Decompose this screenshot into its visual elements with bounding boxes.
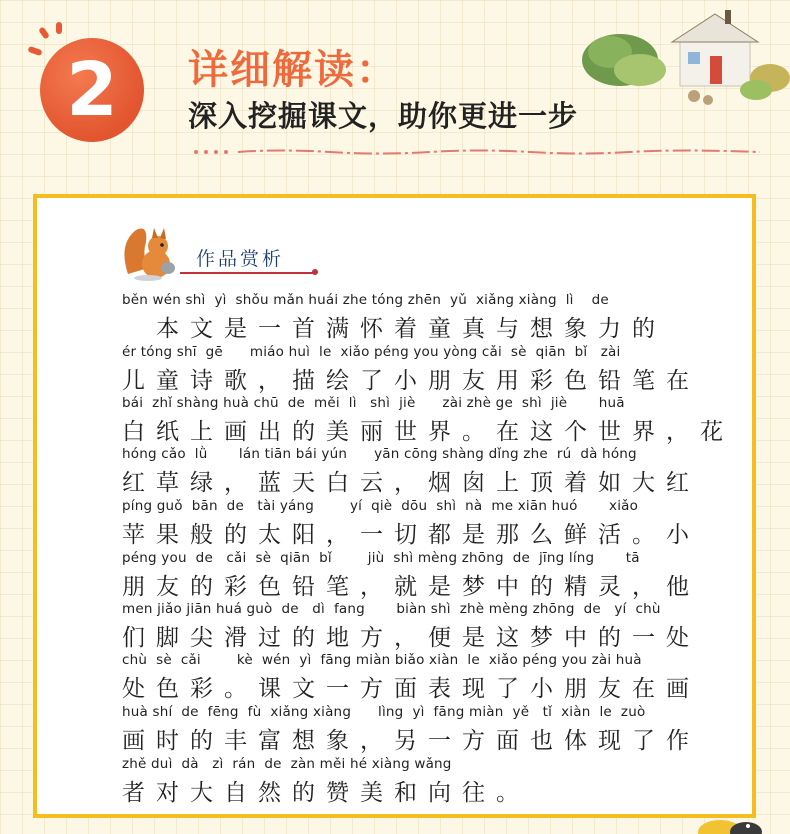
pinyin-line: ér tóng shī gē miáo huì le xiǎo péng you yòng cǎi sè qiān bǐ zài [122,344,621,360]
hanzi-line: 处色彩。课文一方面表现了小朋友在画 [122,676,700,702]
duck-mascot-icon [690,810,780,834]
pinyin-line: huà shí de fēng fù xiǎng xiàng lìng yì fāng miàn yě tǐ xiàn le zuò [122,704,646,720]
hanzi-line: 画时的丰富想象，另一方面也体现了作 [122,728,700,754]
pinyin-line: bái zhǐ shàng huà chū de měi lì shì jiè zài zhè ge shì jiè huā [122,395,625,411]
pinyin-line: píng guǒ bān de tài yáng yí qiè dōu shì nà me xiān huó xiǎo [122,498,639,514]
hanzi-line: 本文是一首满怀着童真与想象力的 [122,316,666,342]
hanzi-line: 朋友的彩色铅笔，就是梦中的精灵，他 [122,574,700,600]
pinyin-line: chù sè cǎi kè wén yì fāng miàn biǎo xiàn le xiǎo péng you zài huà [122,652,642,668]
section-underline [180,272,316,274]
pinyin-line: zhě duì dà zì rán de zàn měi hé xiàng wǎng [122,756,452,772]
pinyin-line: péng you de cǎi sè qiān bǐ jiù shì mèng zhōng de jīng líng tā [122,550,640,566]
section-title: 作品赏析 [196,248,285,270]
pinyin-line: hóng cǎo lǜ lán tiān bái yún yān cōng shàng dǐng zhe rú dà hóng [122,446,637,462]
pinyin-line: běn wén shì yì shǒu mǎn huái zhe tóng zhēn yǔ xiǎng xiàng lì de [122,292,609,308]
hanzi-line: 苹果般的太阳，一切都是那么鲜活。小 [122,522,700,548]
badge-number: 2 [66,47,118,133]
house-scenery-icon [580,0,790,110]
section-underline-dot [312,269,318,275]
squirrel-mascot-icon [118,224,180,282]
header-title: 详细解读： [188,47,398,93]
hanzi-line: 白纸上画出的美丽世界。在这个世界，花 [122,419,734,445]
dotted-divider [190,146,765,158]
hanzi-line: 者对大自然的赞美和向往。 [122,780,530,806]
pinyin-line: men jiǎo jiān huá guò de dì fang biàn shì zhè mèng zhōng de yí chù [122,601,661,617]
number-badge [40,38,144,142]
hanzi-line: 红草绿，蓝天白云，烟囱上顶着如大红 [122,470,700,496]
header-subtitle: 深入挖掘课文，助你更进一步 [188,99,579,133]
hanzi-line: 儿童诗歌，描绘了小朋友用彩色铅笔在 [122,368,700,394]
hanzi-line: 们脚尖滑过的地方，便是这梦中的一处 [122,625,700,651]
